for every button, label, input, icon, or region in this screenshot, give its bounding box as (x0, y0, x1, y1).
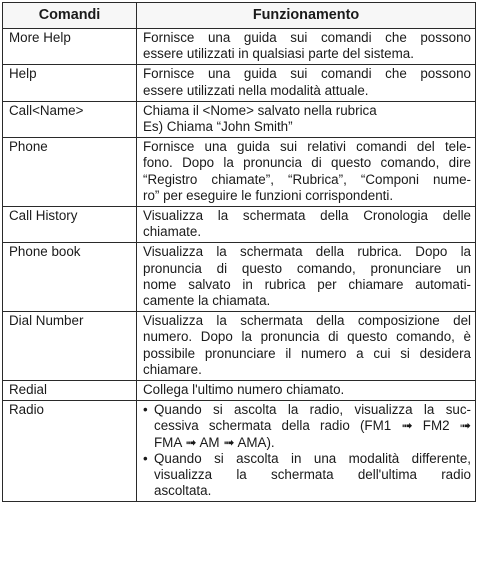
function-cell (137, 101, 476, 137)
table-row (3, 207, 476, 243)
function-line: FMA ➟ AM ➟ AMA). (154, 434, 275, 450)
function-line: Chiama il <Nome> salvato nella rubrica (143, 102, 377, 118)
table-row (3, 29, 476, 65)
function-cell (137, 312, 476, 381)
function-line: Quando si ascolta la radio, visualizza la suc- (154, 402, 471, 418)
table-header-row (3, 3, 476, 29)
function-line: camente la chiamata. (143, 293, 271, 309)
table-row (3, 381, 476, 401)
table-row (3, 65, 476, 101)
command-cell: Help (3, 65, 137, 101)
bullet-icon: • (143, 402, 148, 418)
function-line: numero. Dopo la pronuncia di questo comando, è (143, 329, 471, 345)
function-line: ascoltata. (154, 483, 212, 499)
header-commands: Comandi (3, 3, 137, 29)
command-cell: Call<Name> (3, 101, 137, 137)
table-row (3, 312, 476, 381)
function-line: Visualizza la schermata della Cronologia delle (143, 208, 471, 224)
radio-bullet-list (143, 402, 471, 499)
function-line: Fornisce una guida sui comandi che possono (143, 30, 471, 45)
function-line: pronuncia di questo comando, pronunciare un (143, 260, 471, 276)
command-cell: Call History (3, 207, 137, 243)
function-line: Visualizza la schermata della rubrica. Dopo la (143, 244, 471, 260)
table-row (3, 401, 476, 502)
command-cell: Dial Number (3, 312, 137, 381)
function-line: essere utilizzati in qualsiasi parte del sistema. (143, 46, 414, 62)
function-cell (137, 207, 476, 243)
function-line: Fornisce una guida sui relativi comandi del tele- (143, 139, 471, 155)
function-cell (137, 381, 476, 401)
voice-commands-table (2, 2, 476, 502)
bullet-icon: • (143, 450, 148, 466)
command-cell: Phone (3, 138, 137, 207)
table-row (3, 138, 476, 207)
header-function: Funzionamento (137, 3, 476, 29)
function-line: chiamate. (143, 224, 202, 240)
function-line: possibile pronunciare il numero a cui si desidera (143, 345, 471, 361)
table-row (3, 243, 476, 312)
function-line: essere utilizzati nella modalità attuale. (143, 82, 369, 98)
command-cell: Phone book (3, 243, 137, 312)
command-cell: Radio (3, 401, 137, 502)
function-line: Visualizza la schermata della composizione del (143, 313, 471, 329)
function-cell (137, 65, 476, 101)
function-line: cessiva schermata della radio (FM1 ➟ FM2 ➟ (154, 418, 471, 434)
function-line: Es) Chiama “John Smith” (143, 119, 293, 135)
function-line: Quando si ascolta in una modalità differente, (154, 450, 471, 466)
function-line: ro” per eseguire le funzioni corrispondenti. (143, 187, 394, 203)
function-line: “Registro chiamate”, “Rubrica”, “Componi nume- (143, 171, 471, 187)
function-line: visualizza la schermata dell'ultima radio (154, 467, 471, 483)
function-line: chiamare. (143, 361, 202, 377)
function-line: Collega l'ultimo numero chiamato. (143, 382, 345, 398)
function-cell (137, 243, 476, 312)
function-cell (137, 138, 476, 207)
list-item (143, 451, 471, 500)
command-cell: More Help (3, 29, 137, 65)
list-item (143, 402, 471, 451)
function-line: fono. Dopo la pronuncia di questo comando, dire (143, 155, 471, 171)
function-line: Fornisce una guida sui comandi che possono (143, 66, 471, 82)
function-cell (137, 401, 476, 502)
function-cell (137, 29, 476, 65)
command-cell: Redial (3, 381, 137, 401)
function-line: nome salvato in rubrica per chiamare automati- (143, 276, 471, 292)
table-row (3, 101, 476, 137)
